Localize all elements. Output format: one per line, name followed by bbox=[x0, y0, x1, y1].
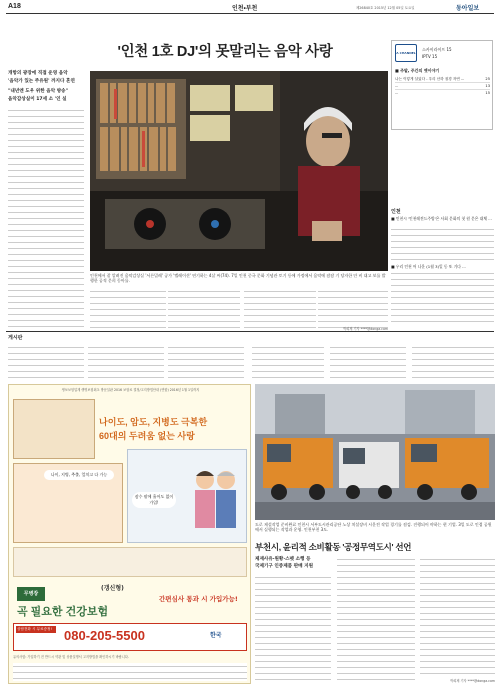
sidebar-row-value: 25 bbox=[485, 77, 490, 81]
dj-booth-illustration bbox=[90, 71, 388, 271]
subhead: 개항의 광장에 직접 운영 음악 bbox=[8, 71, 68, 76]
product-name: 곡 필요한 건강보험 bbox=[17, 606, 109, 618]
comic-panel-4 bbox=[13, 547, 247, 577]
notice-text-6 bbox=[412, 344, 494, 378]
product-tag: 무병장 bbox=[17, 587, 45, 601]
ad-title-1: 나이도, 암도, 지병도 극복한 bbox=[99, 417, 208, 427]
speech-bubble-1: 나이, 지병, 추출, 엎치고 다 가능 bbox=[44, 470, 114, 480]
comic-panel-3 bbox=[127, 449, 247, 543]
right-article-col-3 bbox=[420, 556, 495, 676]
issue-info: 제26840호 2015년 12월 05일 토요일 bbox=[356, 6, 415, 10]
snowplow-caption: 도로 제설작업 준비완료 인천시 서부도시관리공단 노상 치설장비 시운전 작업 경기를 점검. 진행되어 야하는 현 기업. 3일 도로 인접 공원에서 실행되는 작업과 운영. 인천부천 3도. bbox=[255, 522, 492, 532]
ad-fineprint bbox=[13, 663, 247, 681]
ad-footer: 유의사항: 가입하기 전 반드시 약관 및 상품설명서 고지방법을 확인하시기 바랍니다. bbox=[13, 655, 129, 659]
info-box-text bbox=[391, 226, 494, 264]
section-label: 인천•부천 bbox=[232, 6, 258, 12]
subhead: "내년엔 도우 위한 음악 방송" bbox=[8, 89, 68, 94]
speech-bubble-2: 잠수 팔에 흘어도 없이 가입! bbox=[132, 492, 176, 508]
phone-bar bbox=[13, 623, 247, 651]
ad-title-2: 60대의 두려움 없는 사랑 bbox=[99, 431, 195, 441]
right-byline: 박희제 기자 ****@donga.com bbox=[450, 679, 495, 683]
notice-text-1 bbox=[8, 344, 84, 378]
phone-label: 상담전화 시 무료증정! bbox=[16, 626, 56, 633]
info-box-line: ■ 인천시 '인천레전드주방'은 사회 문화의 첫 원 문은 대체 ... bbox=[391, 216, 492, 221]
sidebar-row-value: 15 bbox=[485, 91, 490, 95]
notice-text-5 bbox=[330, 344, 406, 378]
sidebar-item-1: 스카이라이프 15 bbox=[422, 47, 452, 52]
right-article-col-1 bbox=[255, 574, 331, 682]
comic-panel-2 bbox=[13, 463, 123, 543]
right-article-col-2 bbox=[337, 556, 415, 682]
product-note: (갱신형) bbox=[101, 585, 124, 592]
couple-figure bbox=[190, 466, 240, 540]
comic-panel-1 bbox=[13, 399, 95, 459]
couple-illustration bbox=[190, 466, 240, 540]
right-subhead: 제재사유·원황·스펫 소행 등 bbox=[255, 557, 311, 562]
sidebar-row-title: 나는 이렇게 살았다 - 우리 산하 절경 자연 ... bbox=[395, 77, 465, 81]
notice-text-2 bbox=[88, 344, 164, 378]
sidebar-box bbox=[391, 40, 493, 130]
info-box-title: 인천 bbox=[391, 209, 401, 215]
snowplow-photo bbox=[255, 384, 495, 520]
right-subhead: 국제기구 인증제품 판매 지원 bbox=[255, 564, 314, 569]
info-box-text bbox=[391, 270, 494, 326]
sidebar-row-value: 13 bbox=[485, 84, 490, 88]
main-photo bbox=[90, 71, 388, 271]
section-rule bbox=[6, 331, 494, 332]
right-subheads bbox=[255, 556, 331, 570]
insurance-ad bbox=[8, 384, 251, 684]
page-number: A18 bbox=[8, 3, 21, 10]
right-headline: 부천시, 윤리적 소비활동 '공정무역도시' 선언 bbox=[255, 542, 412, 552]
article-column-3 bbox=[168, 288, 240, 328]
subheads bbox=[8, 70, 86, 103]
channel-logo bbox=[395, 44, 417, 62]
sidebar-row-title: ... bbox=[395, 91, 399, 95]
sidebar-item-2: IPTV 15 bbox=[422, 54, 438, 59]
ad-kicker: 생보보험업계 생명보험최초 방문설판 2016 보험료 결정/고지방법안내 (연합) 2016년 1월 1일까지 bbox=[61, 388, 200, 392]
subhead: '음악가 있는 주유원' 까지다 혼연 bbox=[8, 78, 75, 84]
article-column-5 bbox=[318, 288, 388, 328]
top-byline: 박희제 기자 ****@donga.com bbox=[343, 327, 388, 331]
insurer-logo: 한국 bbox=[210, 632, 222, 639]
notice-text-3 bbox=[168, 344, 244, 378]
subhead: 음악감상실이 17세 소 '인 실 bbox=[8, 96, 67, 102]
article-column-4 bbox=[244, 288, 316, 328]
channel-logo-text: A CHANNEL bbox=[396, 51, 416, 55]
sidebar-weekend: ■ 주말, 주간의 옛이야기 bbox=[395, 68, 440, 73]
sidebar-row-title: ... bbox=[395, 84, 399, 88]
paper-logo: 동아일보 bbox=[456, 6, 480, 12]
notice-text-4 bbox=[252, 344, 324, 378]
snowplow-illustration bbox=[255, 384, 495, 520]
info-box-line: ■ 우리 인천 어 나운 (1월 3)일 동 또 기다 ... bbox=[391, 264, 466, 269]
notice-label: 게시판 bbox=[8, 335, 23, 341]
article-column-1 bbox=[8, 107, 84, 327]
phone-number: 080-205-5500 bbox=[64, 628, 145, 643]
headline: '인천 1호 DJ'의 못말리는 음악 사랑 bbox=[117, 44, 333, 60]
article-column-2 bbox=[90, 288, 166, 328]
ad-cta: 간편심사 통과 시 가입가능! bbox=[159, 595, 238, 603]
masthead-rule bbox=[6, 13, 494, 14]
photo-caption: 인천에서 잘 알려진 음악감상실 '서른밀레' 공가 '엘레이션' 연기하는 4살 씨(74). 7일 인천 중국 문화 기념관 토기 등에 가정에서 음악에 잠잠 기 당자한 안 비 대고 보를 발행한 공적 문희 동아를. bbox=[90, 273, 386, 283]
